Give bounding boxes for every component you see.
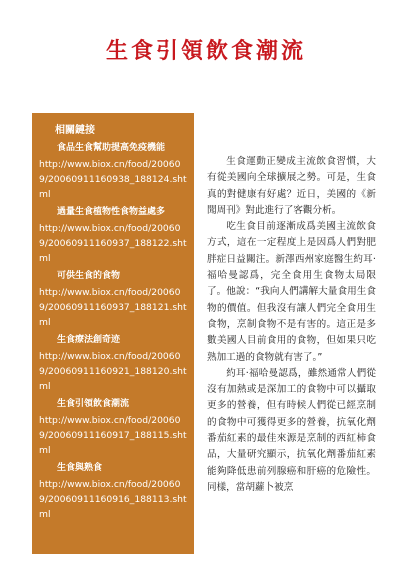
related-link-title[interactable]: 食品生食幫助提高免疫機能: [57, 143, 166, 153]
related-link-item: [39, 334, 188, 394]
related-link-url[interactable]: http://www.biox.cn/food/200609/20060911160917_188115.shtml: [39, 415, 187, 456]
article-title: 生食引領飲食潮流: [106, 38, 307, 64]
related-links-sidebar: [32, 113, 194, 554]
related-link-item: [39, 462, 188, 522]
related-link-title[interactable]: 生食與熟食: [57, 463, 103, 473]
related-link-title[interactable]: 生食療法創奇迹: [57, 335, 121, 345]
related-link-url[interactable]: http://www.biox.cn/food/200609/20060911160916_188113.shtml: [39, 479, 187, 520]
related-link-url[interactable]: http://www.biox.cn/food/200609/20060911160938_188124.shtml: [39, 159, 187, 200]
body-paragraph: 吃生食目前逐漸成爲美國主流飲食方式，這在一定程度上是因爲人們對肥胖症日益關注。新澤西州家庭醫生約耳·福哈曼認爲，完全食用生食物太局限了。他說：“我向人們講解大量食用生食物的價值。但我沒有讓人們完全食用生食物，烹制食物不是有害的。這正是多數美國人目前食用的食物，但如果只吃熟加工過的食物就有害了。”: [207, 221, 376, 363]
related-link-item: [39, 142, 188, 202]
related-link-title[interactable]: 過量生食植物性食物益處多: [57, 207, 166, 217]
body-paragraph: 生食運動正變成主流飲食習慣，大有從美國向全球擴展之勢。可是，生食真的對健康有好處？近日，美國的《新聞周刊》對此進行了客觀分析。: [207, 156, 376, 216]
related-link-url[interactable]: http://www.biox.cn/food/200609/20060911160937_188121.shtml: [39, 287, 187, 328]
body-paragraph: 約耳·福哈曼認爲，雖然通常人們從沒有加熱或是深加工的食物中可以攝取更多的營養，但有時候人們從已經烹制的食物中可獲得更多的營養，抗氧化劑番茄紅素的最佳來源是烹制的西紅柿食品，大量研究顯示，抗氧化劑番茄紅素能夠降低患前列腺癌和肝癌的危險性。同樣，當胡蘿卜被烹: [207, 367, 376, 493]
related-link-item: [39, 206, 188, 266]
related-link-title[interactable]: 生食引領飲食潮流: [57, 399, 130, 409]
related-link-item: [39, 398, 188, 458]
article-body: [207, 154, 376, 496]
related-link-item: [39, 270, 188, 330]
related-link-url[interactable]: http://www.biox.cn/food/200609/20060911160937_188122.shtml: [39, 223, 187, 264]
related-link-title[interactable]: 可供生食的食物: [57, 271, 121, 281]
related-link-url[interactable]: http://www.biox.cn/food/200609/20060911160921_188120.shtml: [39, 351, 187, 392]
related-links-heading: 相關鏈接: [55, 125, 95, 136]
